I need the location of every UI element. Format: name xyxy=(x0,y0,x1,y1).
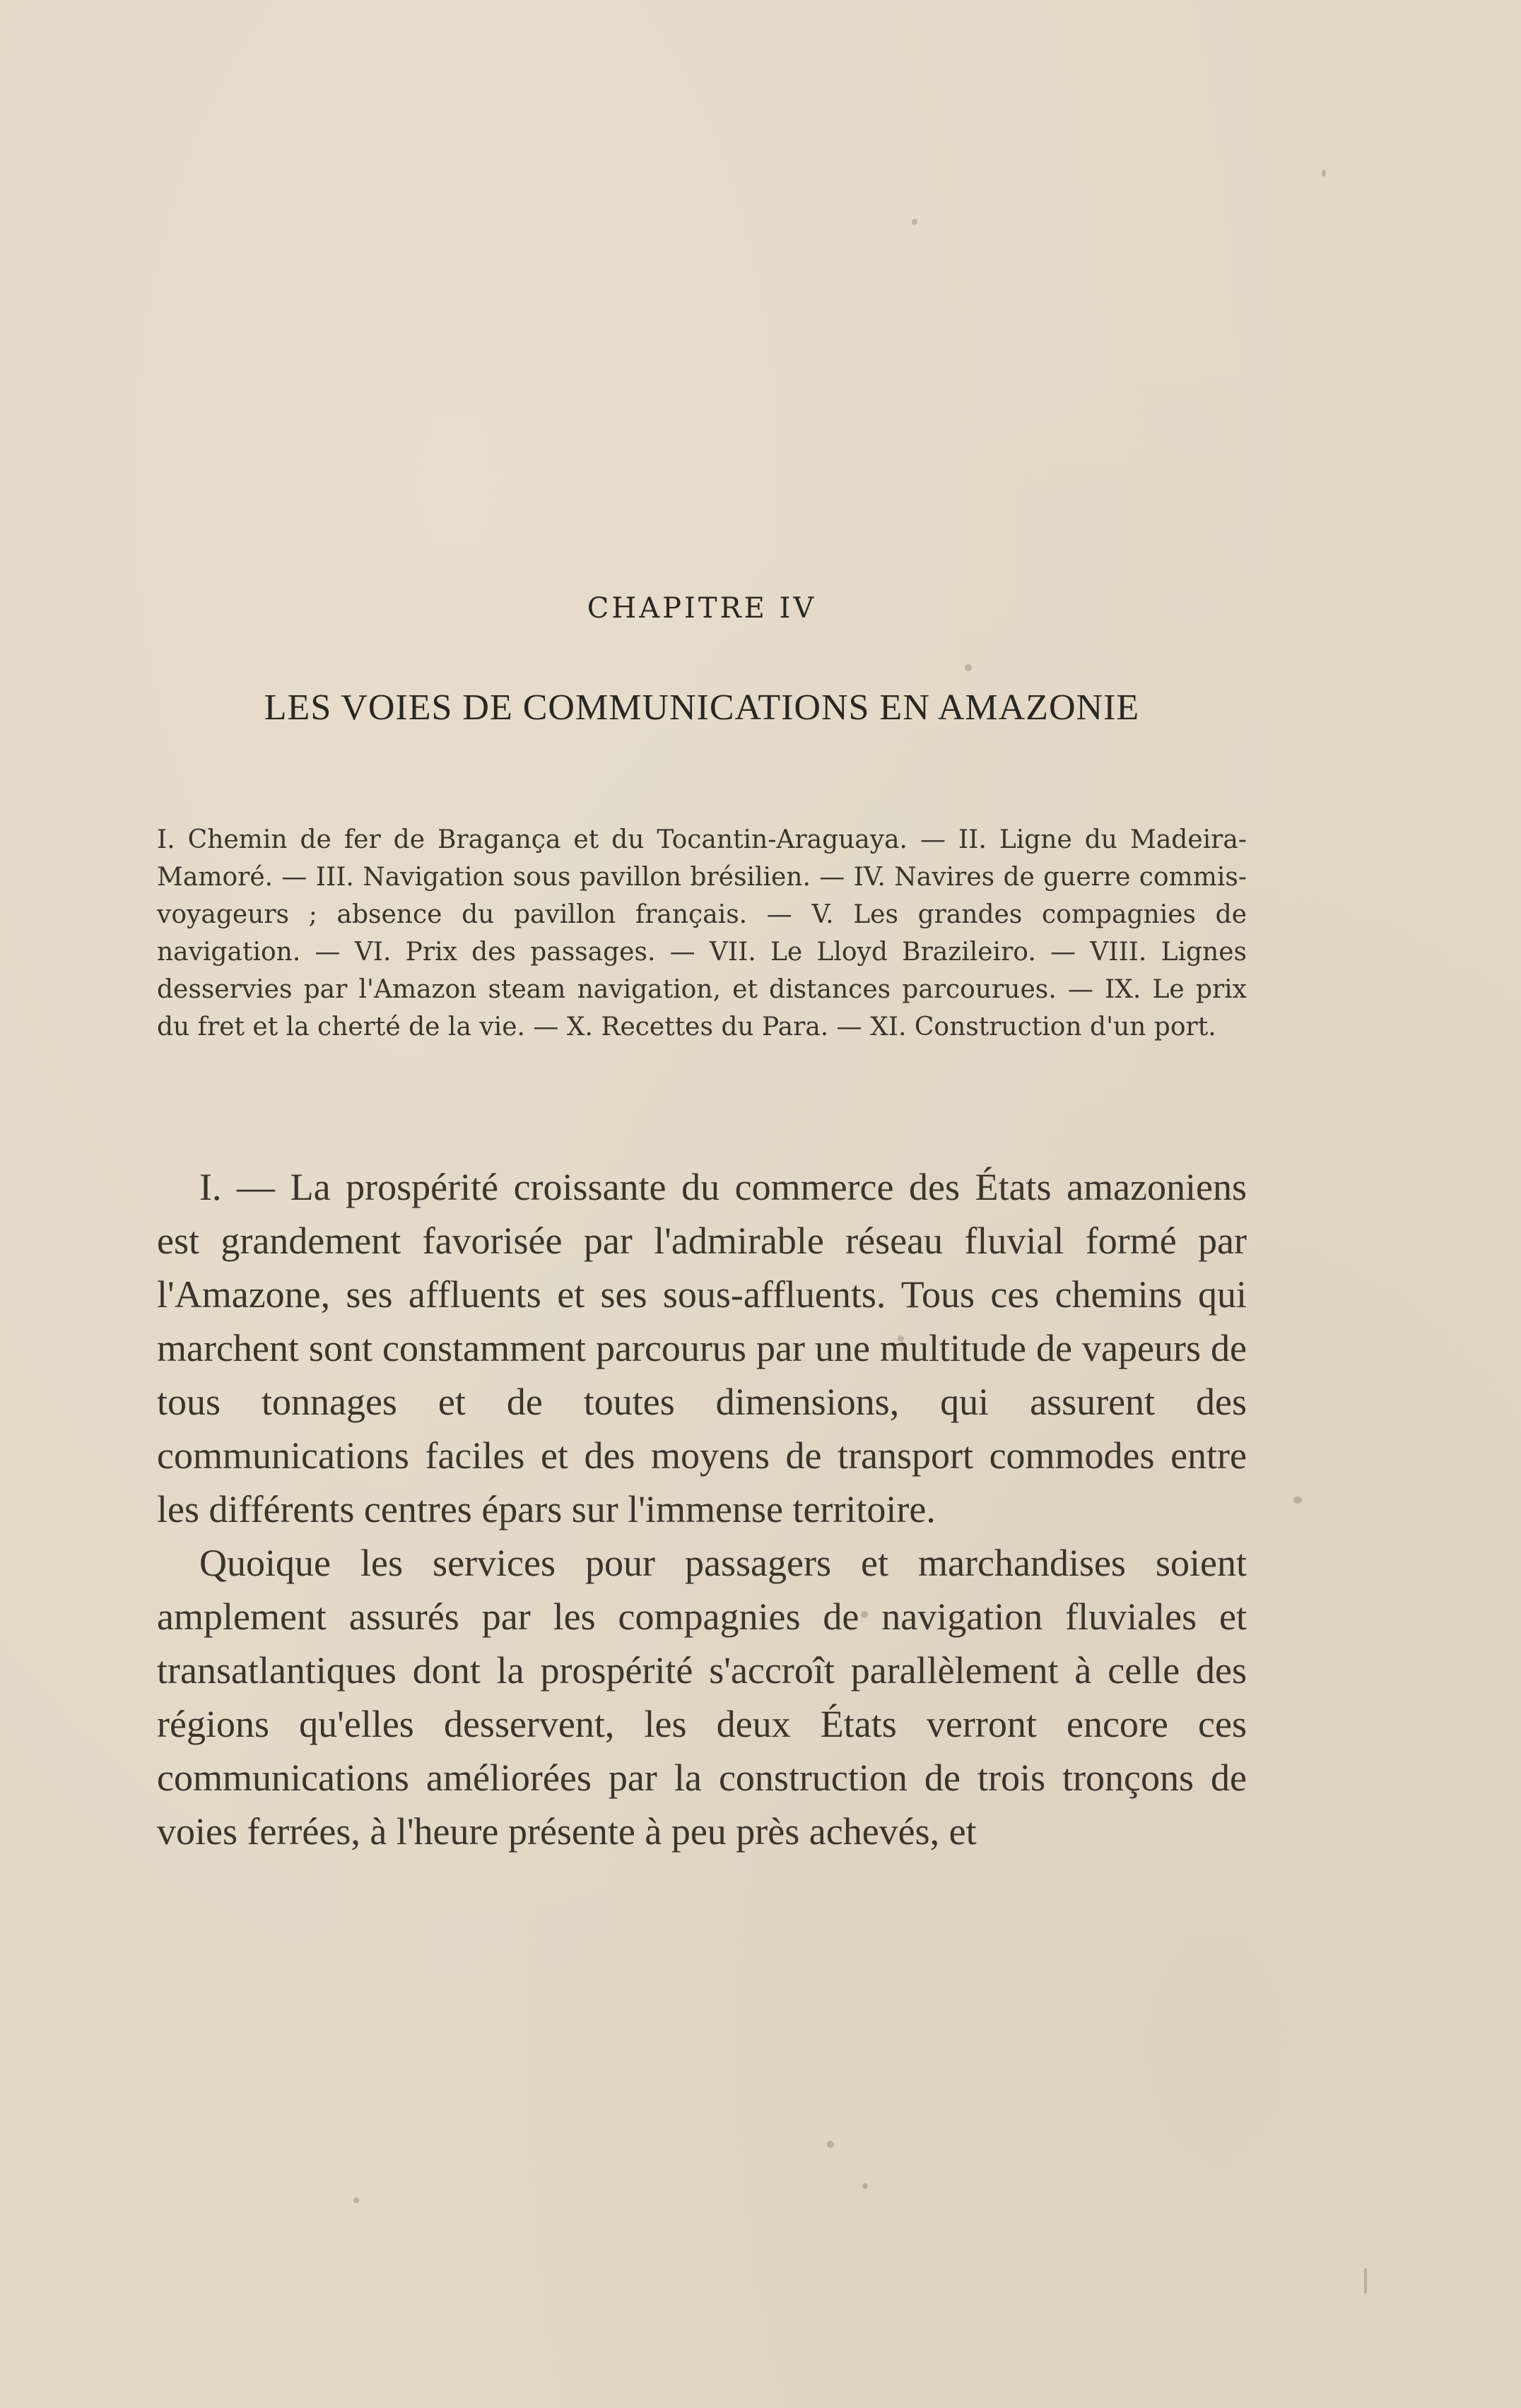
paper-speck xyxy=(965,664,972,671)
chapter-label: CHAPITRE IV xyxy=(587,592,817,625)
paper-speck xyxy=(862,2183,868,2189)
chapter-body xyxy=(157,1160,1247,1858)
chapter-title: LES VOIES DE COMMUNICATIONS EN AMAZONIE xyxy=(264,687,1140,728)
paper-speck xyxy=(912,219,917,225)
paper-speck xyxy=(1364,2268,1367,2294)
chapter-summary: I. Chemin de fer de Bragança et du Tocantin-Araguaya. — II. Ligne du Madeira-Mamoré. — III. Navigation sous pavillon brésilien. — IV. Navires de guerre commis-voyageurs ; absence du pavillon français. — V. Les grandes compagnies de navigation. — VI. Prix des passages. — VII. Le Lloyd Brazileiro. — VIII. Lignes desservies par l'Amazon steam navigation, et distances parcourues. — IX. Le prix du fret et la cherté de la vie. — X. Recettes du Para. — XI. Construction d'un port. xyxy=(157,825,1247,1041)
paper-speck xyxy=(353,2197,359,2203)
paper-speck xyxy=(1293,1497,1302,1504)
paper-speck xyxy=(827,2141,834,2148)
paper-speck xyxy=(1322,170,1326,177)
body-paragraph-2: Quoique les services pour passagers et marchandises soient amplement assurés par les compagnies de navigation fluviales et transatlantiques dont la prospérité s'accroît parallèlement à celle des régions qu'elles desservent, les deux États verront encore ces communications améliorées par la construction de trois tronçons de voies ferrées, à l'heure présente à peu près achevés, et xyxy=(157,1542,1247,1853)
body-paragraph-1: I. — La prospérité croissante du commerce des États amazoniens est grandement favorisée par l'admirable réseau fluvial formé par l'Amazone, ses affluents et ses sous-affluents. Tous ces chemins qui marchent sont constamment parcourus par une multitude de vapeurs de tous tonnages et de toutes dimensions, qui assurent des communications faciles et des moyens de transport commodes entre les différents centres épars sur l'immense territoire. xyxy=(157,1166,1247,1530)
